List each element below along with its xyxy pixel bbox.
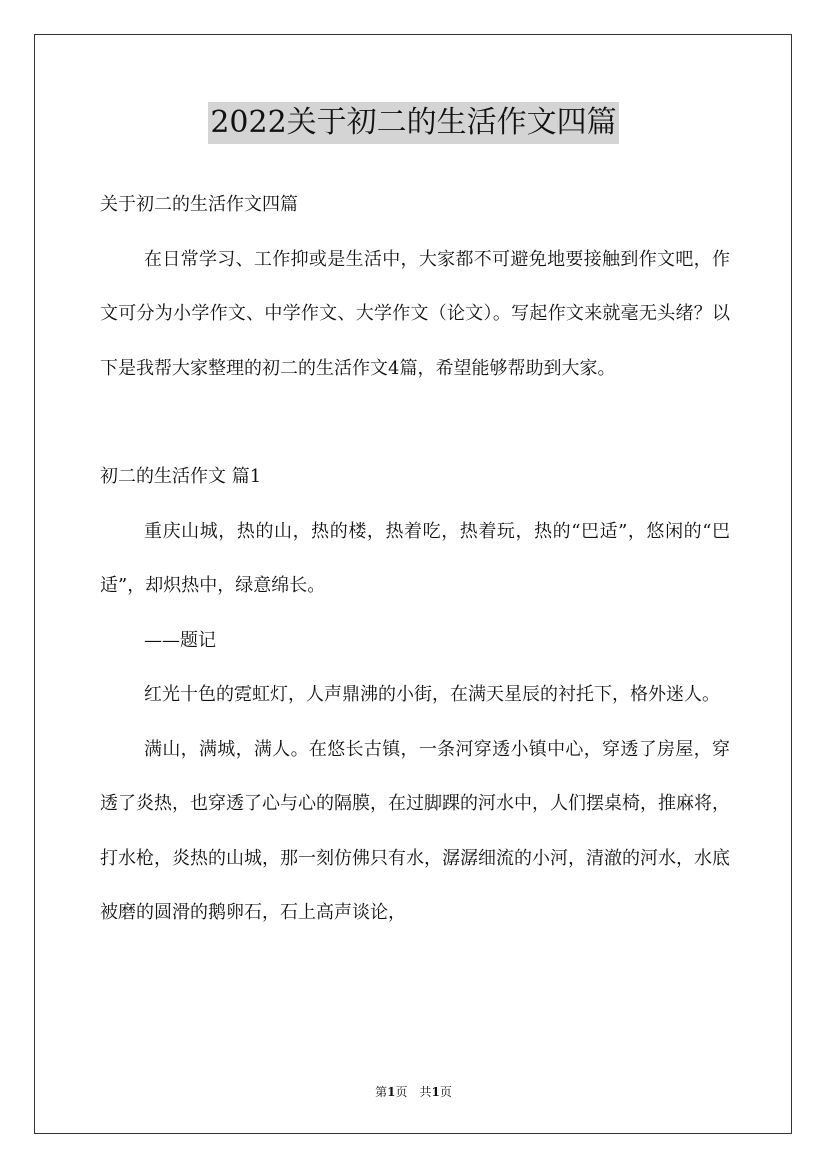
section-heading: 初二的生活作文 篇1 — [100, 466, 262, 487]
document-body — [100, 178, 730, 941]
intro-paragraph: 在日常学习、工作抑或是生活中，大家都不可避免地要接触到作文吧，作文可分为小学作文、中学作文、大学作文（论文）。写起作文来就毫无头绪？以下是我帮大家整理的初二的生活作文4篇，希望能够帮助到大家。 — [100, 248, 730, 379]
footer-suffix: 页 — [439, 1085, 452, 1099]
footer-prefix: 第 — [375, 1085, 388, 1099]
page-footer — [0, 1084, 827, 1100]
footer-middle: 页 共 — [395, 1085, 432, 1099]
footer-page-number: 1 — [387, 1085, 396, 1099]
body-paragraph: 满山，满城，满人。在悠长古镇，一条河穿透小镇中心，穿透了房屋，穿透了炎热，也穿透了心与心的隔膜，在过脚踝的河水中，人们摆桌椅，推麻将，打水枪，炎热的山城，那一刻仿佛只有水，潺潺细流的小河，清澈的河水，水底被磨的圆滑的鹅卵石，石上高声谈论， — [100, 738, 730, 923]
document-title: 2022关于初二的生活作文四篇 — [208, 102, 618, 144]
footer-page-total: 1 — [431, 1085, 440, 1099]
body-paragraph: 重庆山城，热的山，热的楼，热着吃，热着玩，热的“巴适”，悠闲的“巴适”，却炽热中，绿意绵长。 — [100, 520, 730, 596]
subtitle: 关于初二的生活作文四篇 — [100, 194, 298, 215]
title-container — [0, 102, 827, 144]
epigraph-attribution: ——题记 — [144, 629, 216, 651]
body-paragraph: 红光十色的霓虹灯，人声鼎沸的小街，在满天星辰的衬托下，格外迷人。 — [144, 684, 720, 705]
